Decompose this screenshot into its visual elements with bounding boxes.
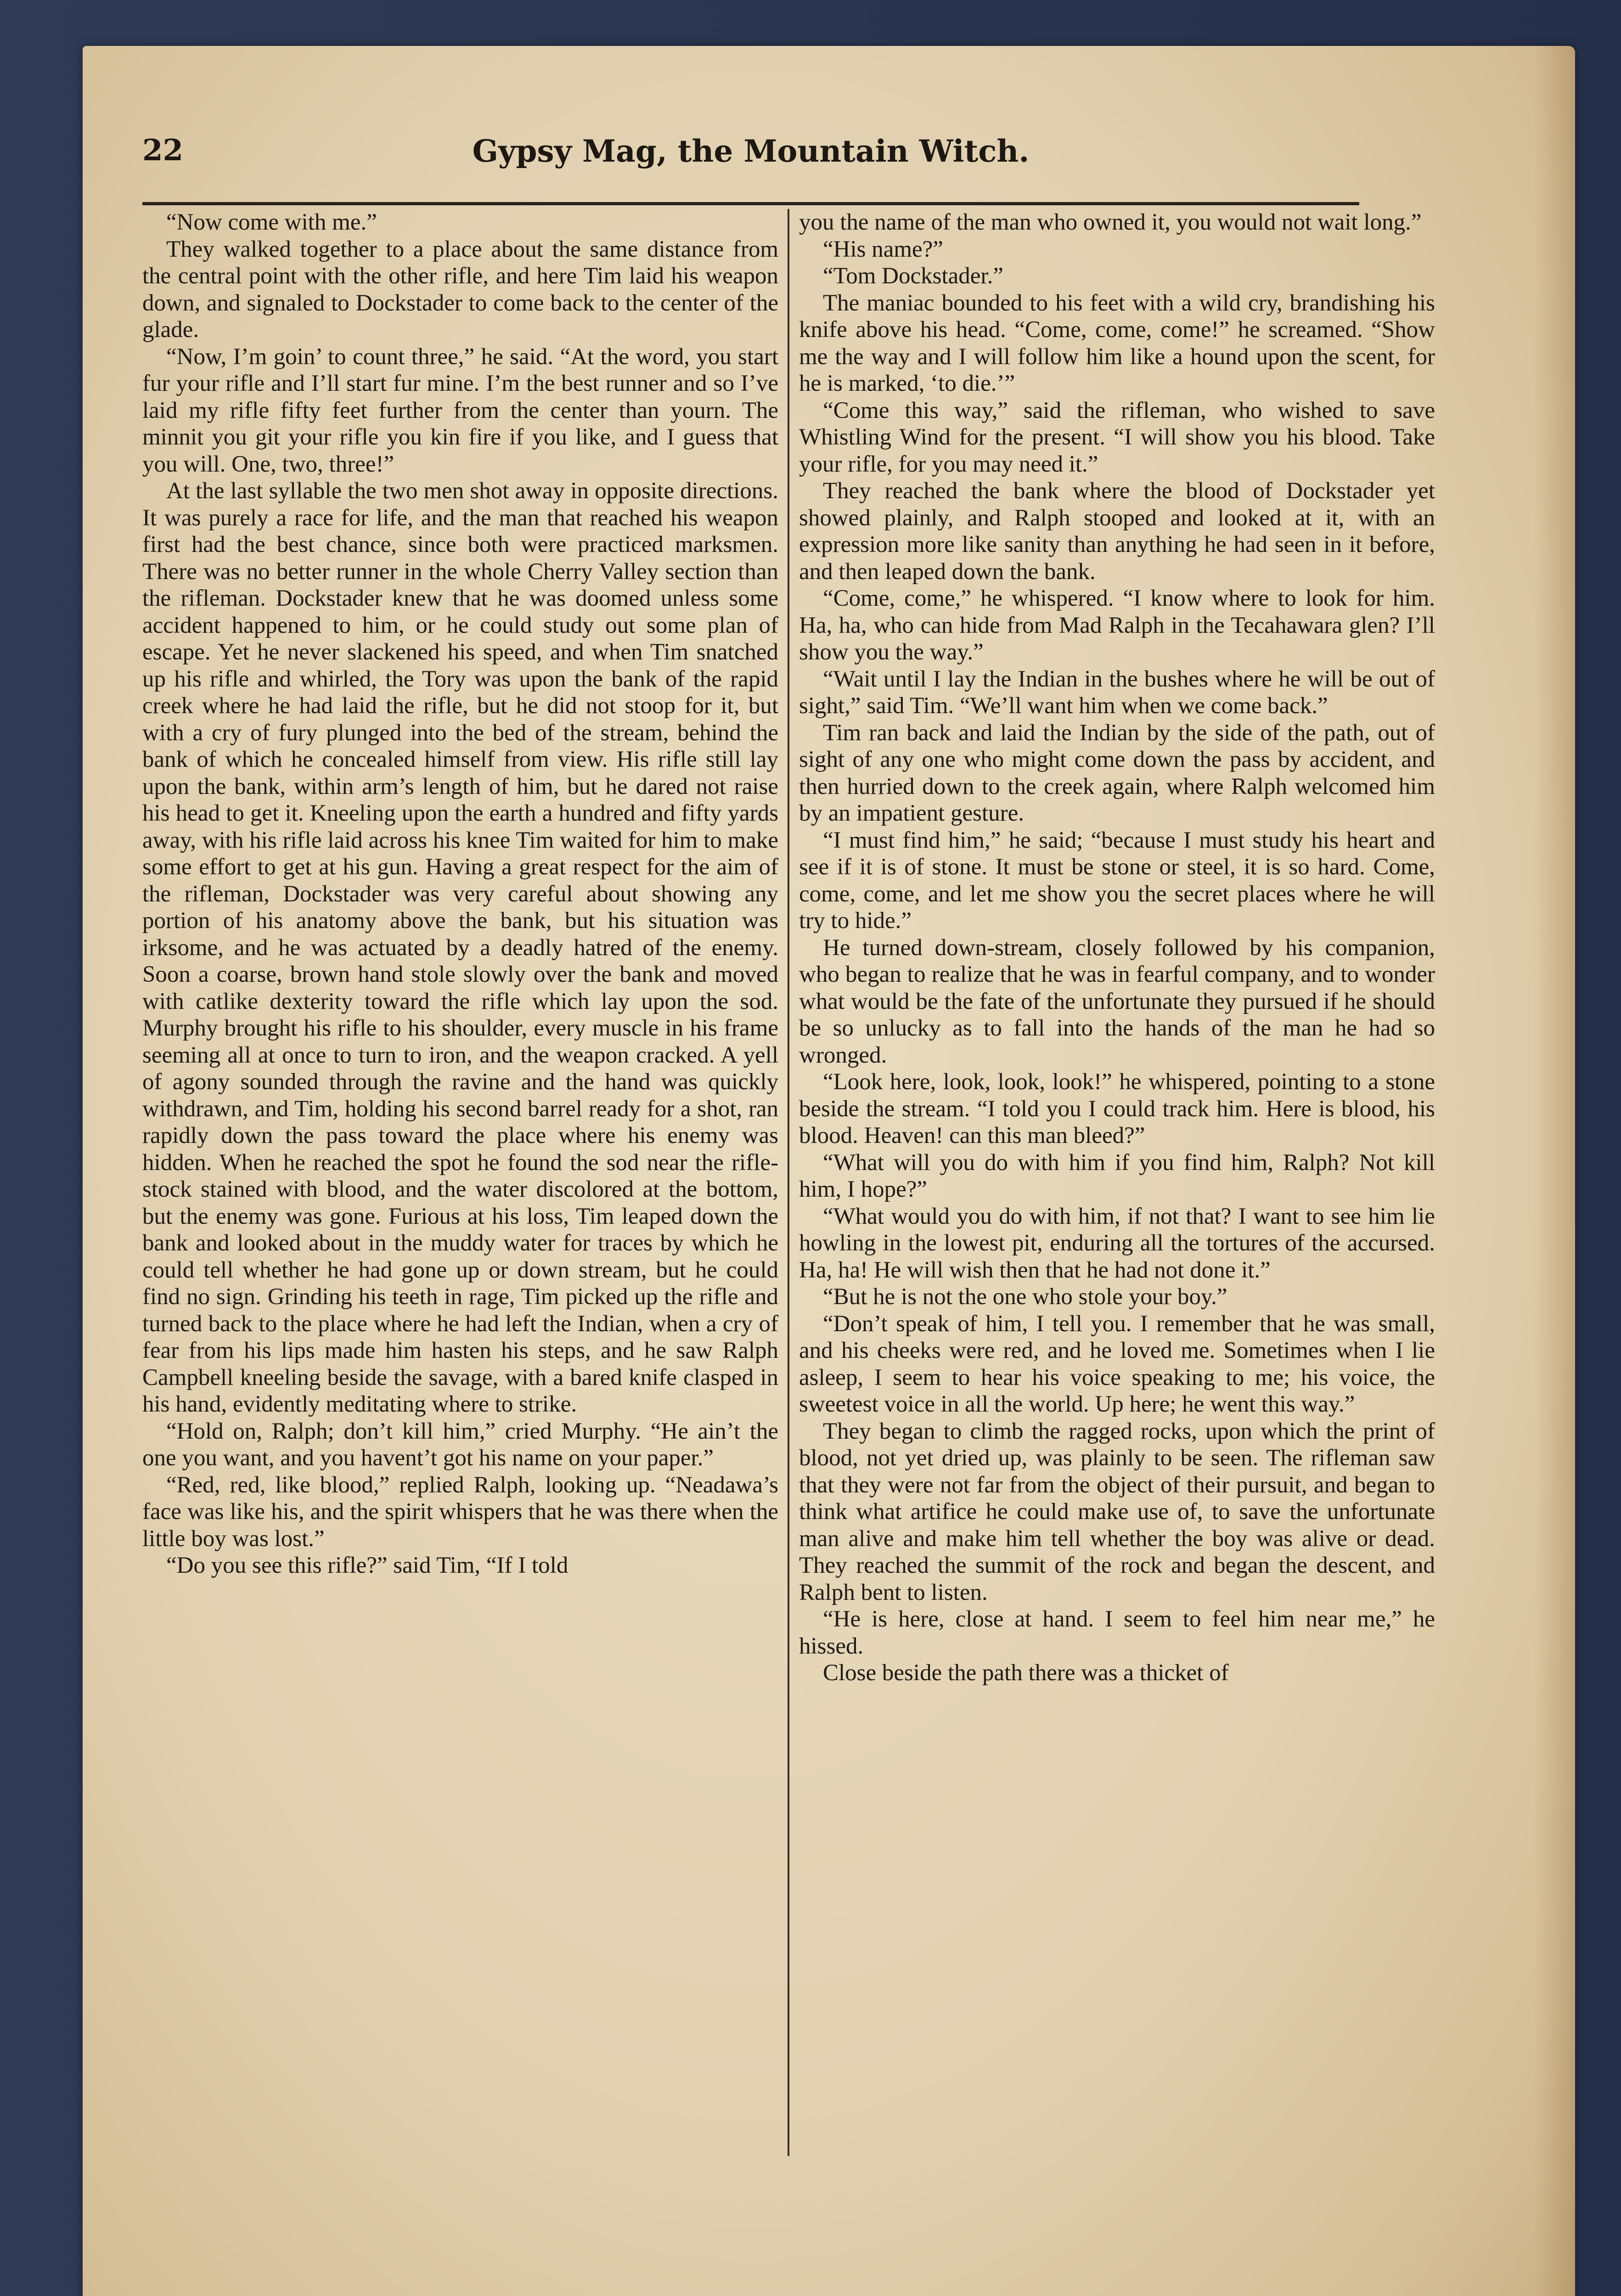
paragraph: “Tom Dockstader.” xyxy=(823,263,1003,289)
paragraph: “His name?” xyxy=(823,236,943,262)
paragraph: He turned down-stream, closely followed by his companion, who began to realize that he was in fearful company, and to wonder what would be the fate of the unfortunate they pursued if he should be so unlucky as to fall into the hands of the man he had so wronged. xyxy=(799,934,1435,1068)
paragraph: “I must find him,” he said; “because I must study his heart and see if it is of stone. It must be stone or steel, it is so hard. Come, come, come, and let me show you the secret places where he will try to hide.” xyxy=(799,827,1435,934)
paragraph: “Now, I’m goin’ to count three,” he said. “At the word, you start fur your rifle and I’ll start fur mine. I’m the best runner and so I’ve laid my rifle fifty feet further from the center than yourn. The minnit you git your rifle you kin fire if you like, and I guess that you will. One, two, three!” xyxy=(142,343,778,477)
page-number: 22 xyxy=(142,133,184,168)
right-column xyxy=(799,209,1435,1687)
paragraph: Close beside the path there was a thicket of xyxy=(823,1660,1229,1686)
paragraph: They walked together to a place about the same distance from the central point with the other rifle, and here Tim laid his weapon down, and signaled to Dockstader to come back to the center of the glade. xyxy=(142,236,778,343)
paragraph: They began to climb the ragged rocks, upon which the print of blood, not yet dried up, was plainly to be seen. The rifleman saw that they were not far from the object of their pursuit, and began to think what artifice he could make use of, to save the unfortunate man alive and make him tell whether the boy was alive or dead. They reached the summit of the rock and began the descent, and Ralph bent to listen. xyxy=(799,1418,1435,1605)
paragraph: you the name of the man who owned it, you would not wait long.” xyxy=(799,209,1422,235)
paragraph: “What would you do with him, if not that? I want to see him lie howling in the lowest pit, enduring all the tortures of the accursed. Ha, ha! He will wish then that he had not done it.” xyxy=(799,1203,1435,1283)
left-column xyxy=(142,209,778,1579)
paragraph: “But he is not the one who stole your boy.” xyxy=(823,1284,1227,1310)
paragraph: “Do you see this rifle?” said Tim, “If I told xyxy=(166,1553,568,1578)
column-divider xyxy=(788,209,789,2156)
paragraph: “Now come with me.” xyxy=(166,209,377,235)
paragraph: “Don’t speak of him, I tell you. I remember that he was small, and his cheeks were red, and he loved me. Sometimes when I lie asleep, I seem to hear his voice speaking to me; his voice, the sweetest voice in all the world. Up here; he went this way.” xyxy=(799,1311,1435,1417)
paragraph: “Come, come,” he whispered. “I know where to look for him. Ha, ha, who can hide from Mad Ralph in the Tecahawara glen? I’ll show you the way.” xyxy=(799,585,1435,665)
paragraph: “What will you do with him if you find him, Ralph? Not kill him, I hope?” xyxy=(799,1149,1435,1202)
paragraph: “Hold on, Ralph; don’t kill him,” cried Murphy. “He ain’t the one you want, and you havent’t got his name on your paper.” xyxy=(142,1418,778,1471)
paragraph: “Wait until I lay the Indian in the bushes where he will be out of sight,” said Tim. “We’ll want him when we come back.” xyxy=(799,666,1435,719)
paragraph: “Red, red, like blood,” replied Ralph, looking up. “Neadawa’s face was like his, and the spirit whispers that he was there when the little boy was lost.” xyxy=(142,1472,778,1552)
paragraph: “Come this way,” said the rifleman, who wished to save Whistling Wind for the present. “I will show you his blood. Take your rifle, for you may need it.” xyxy=(799,397,1435,477)
paragraph: The maniac bounded to his feet with a wild cry, brandishing his knife above his head. “Come, come, come!” he screamed. “Show me the way and I will follow him like a hound upon the scent, for he is marked, ‘to die.’” xyxy=(799,290,1435,396)
paragraph: At the last syllable the two men shot away in opposite directions. It was purely a race for life, and the man that reached his weapon first had the best chance, since both were practiced marksmen. There was no better runner in the whole Cherry Valley section than the rifleman. Dockstader knew that he was doomed unless some accident happened to him, or he could study out some plan of escape. Yet he never slackened his speed, and when Tim snatched up his rifle and whirled, the Tory was upon the bank of the rapid creek where he had laid the rifle, but he did not stoop for it, but with a cry of fury plunged into the bed of the stream, behind the bank of which he concealed himself from view. His rifle still lay upon the bank, within arm’s length of him, but he dared not raise his head to get it. Kneeling upon the earth a hundred and fifty yards away, with his rifle laid across his knee Tim waited for him to make some effort to get at his gun. Having a great respect for the aim of the rifleman, Dockstader was very careful about showing any portion of his anatomy above the bank, but his situation was irksome, and he was actuated by a deadly hatred of the enemy. Soon a coarse, brown hand stole slowly over the bank and moved with catlike dexterity toward the rifle which lay upon the sod. Murphy brought his rifle to his shoulder, every muscle in his frame seeming all at once to turn to iron, and the weapon cracked. A yell of agony sounded through the ravine and the hand was quickly withdrawn, and Tim, holding his second barrel ready for a shot, ran rapidly down the pass toward the place where his enemy was hidden. When he reached the spot he found the sod near the rifle-stock stained with blood, and the water discolored at the bottom, but the enemy was gone. Furious at his loss, Tim leaped down the bank and looked about in the muddy water for traces by which he could tell whether he had gone up or down stream, but he could find no sign. Grinding his teeth in rage, Tim picked up the rifle and turned back to the place where he had left the Indian, when a cry of fear from his lips made him hasten his steps, and he saw Ralph Campbell kneeling beside the savage, with a bared knife clasped in his hand, evidently meditating where to strike. xyxy=(142,478,778,1417)
running-head xyxy=(142,124,1359,188)
header-rule xyxy=(142,202,1359,205)
paragraph: “Look here, look, look, look!” he whispered, pointing to a stone beside the stream. “I told you I could track him. Here is blood, his blood. Heaven! can this man bleed?” xyxy=(799,1069,1435,1148)
paragraph: “He is here, close at hand. I seem to feel him near me,” he hissed. xyxy=(799,1606,1435,1659)
paragraph: They reached the bank where the blood of Dockstader yet showed plainly, and Ralph stooped and looked at it, with an expression more like sanity than anything he had seen in it before, and then leaped down the bank. xyxy=(799,478,1435,585)
page-title: Gypsy Mag, the Mountain Witch. xyxy=(472,133,1030,169)
paragraph: Tim ran back and laid the Indian by the side of the path, out of sight of any one who might come down the pass by accident, and then hurried down to the creek again, where Ralph welcomed him by an impatient gesture. xyxy=(799,720,1435,826)
